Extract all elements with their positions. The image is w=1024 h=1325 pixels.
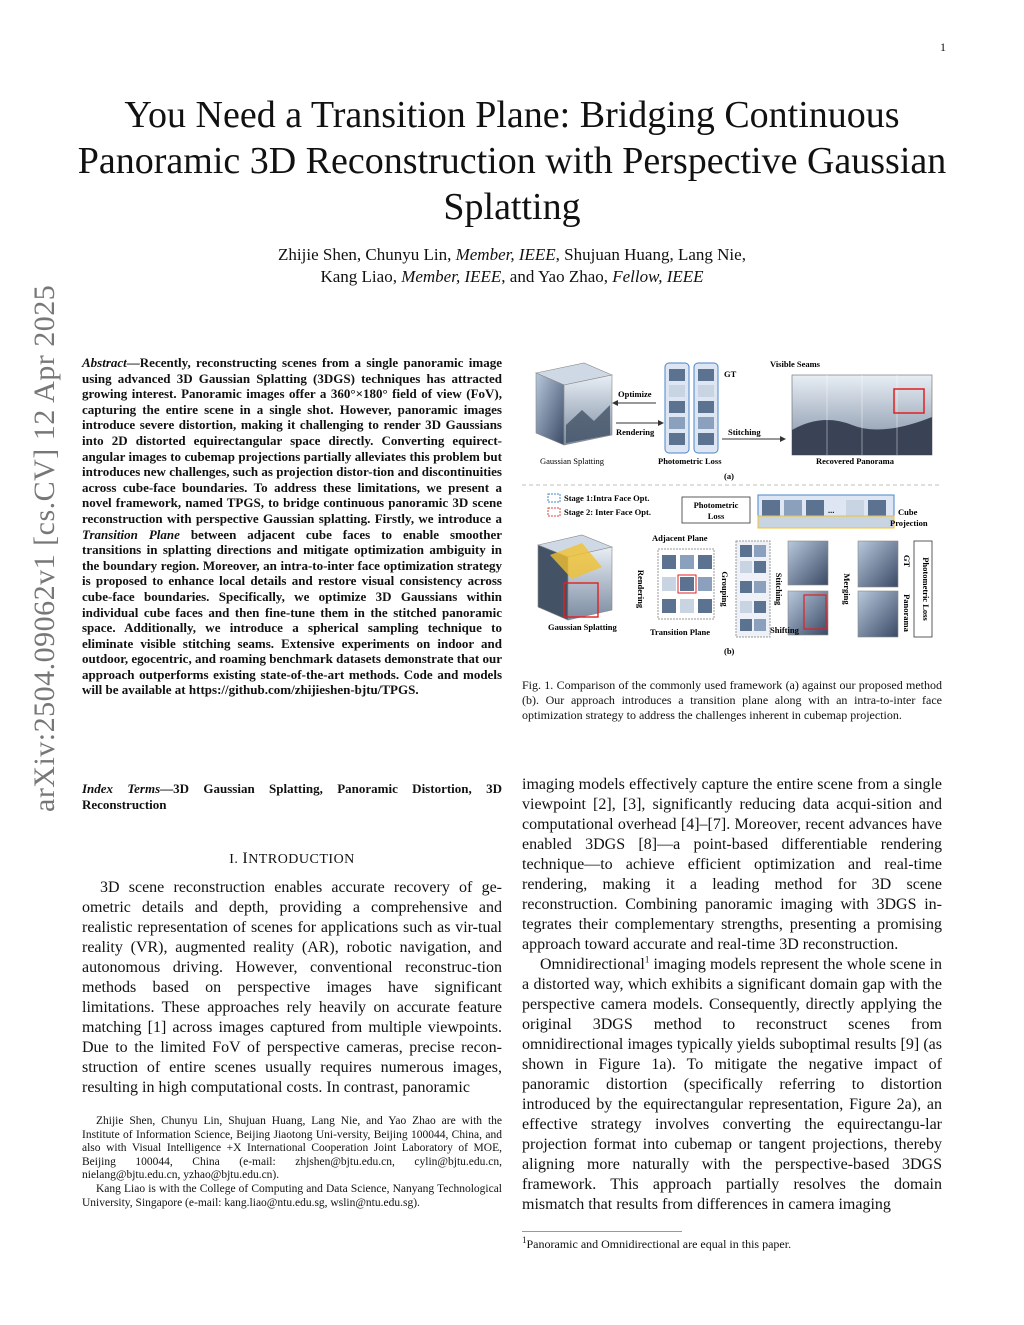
author-affiliation-footnote: Zhijie Shen, Chunyu Lin, Shujuan Huang, Lang Nie, and Yao Zhao are with the Institute of Information Science, Beijing Jiaotong Uni-versity, Beijing 100044, China, and also with Visual Intelligence +X International Cooperation Joint Laboratory of MOE, Beijing 100044, China (e-mail: zhjshen@bjtu.edu.cn, cylin@bjtu.edu.cn, nielang@bjtu.edu.cn, yzhao@bjtu.edu.cn). Kang Liao is with the College of Computing and Data Science, Nanyang Technological University, Singapore (e-mail: kang.liao@ntu.edu.sg, wslin@ntu.edu.sg). [82,1115,502,1209]
merged-panorama-bottom [858,591,898,637]
label-stitching-b: Stitching [774,572,784,606]
label-visible-seams: Visible Seams [770,359,820,369]
label-optimize: Optimize [618,389,652,399]
label-shifting: Shifting [770,625,799,635]
label-photometric-loss-b: Photometric Loss [693,500,739,521]
label-adjacent-plane: Adjacent Plane [652,533,708,543]
label-transition-plane: Transition Plane [650,627,711,637]
paper-title: You Need a Transition Plane: Bridging Continuous Panoramic 3D Reconstruction with Perspective Gaussian Splatting [77,94,947,228]
label-merging: Merging [842,573,852,605]
abstract: Abstract—Recently, reconstructing scenes from a single panoramic image using advanced 3D Gaussian Splatting (3DGS) techniques has attracted growing interest. Panoramic images offer a 360°×180° field of view (FoV), capturing the entire scene in a single shot. However, panoramic images introduce severe distortion, making it challenging to render 3D Gaussians into 2D distorted equirectangular space directly. Converting equirect-angular images to cubemap projections partially alleviates this problem but introduces new challenges, such as projection distor-tion and discontinuities across cube-face boundaries. To address these limitations, we present a novel framework, named TPGS, to bridge continuous panoramic 3D scene reconstruction with perspective Gaussian splatting. Firstly, we introduce a Transition Plane between adjacent cube faces to enable smoother transitions in splatting directions and mitigate optimization ambiguity in the boundary region. Moreover, an intra-to-inter face optimization strategy is proposed to enhance local details and restore visual consistency across cube-face boundaries. Specifically, we optimize 3D Gaussians within individual cube faces and then fine-tune them in the stitched panoramic space. Additionally, we introduce a spherical sampling technique to eliminate visible stitching seams. Extensive experiments on indoor and outdoor, egocentric, and roaming benchmark datasets demonstrate that our approach outperforms existing state-of-the-art methods. Code and models will be available at https://github.com/zhijieshen-bjtu/TPGS. [82,355,502,698]
label-photometric-loss-c: Photometric Loss [921,557,931,621]
label-gt-b: GT [902,554,912,568]
label-tag-b: (b) [724,646,735,656]
label-recovered-panorama: Recovered Panorama [816,456,894,466]
arxiv-stamp: arXiv:2504.09062v1 [cs.CV] 12 Apr 2025 [28,284,61,812]
figure-1 [522,355,942,665]
section-heading: I. INTRODUCTION [229,850,355,867]
label-grouping: Grouping [720,571,730,607]
label-panorama: Panorama [902,594,912,632]
stitching-grid [736,541,770,637]
legend-stage2: Stage 2: Inter Face Opt. [564,507,651,517]
label-gaussian-splatting-b: Gaussian Splatting [548,622,617,632]
footnote-divider [522,1231,682,1232]
label-rendering-a: Rendering [616,427,655,437]
figure-caption: Fig. 1. Comparison of the commonly used framework (a) against our proposed method (b). Our approach introduces a transition plane along with an intra-to-inter face optimization strategy to address the challenges inherent in cubemap projection. [522,678,942,722]
label-rendering-b: Rendering [636,569,646,609]
intro-paragraph-right-1: imaging models effectively capture the entire scene from a single viewpoint [2], [3], significantly reducing data acqui-sition and computational overhead [4]–[7]. Moreover, recent advances have enabled 3DGS [8]—a point-based differentiable rendering technique—to achieve efficient optimization and real-time rendering, making it a leading method for 3D scene reconstruction. Combining panoramic imaging with 3DGS in-tegrates their complementary strengths, presenting a promising approach toward accurate and real-time 3D reconstruction. [522,776,942,953]
cube-b-image [538,535,612,620]
label-tag-a: (a) [724,471,734,481]
index-terms: Index Terms—3D Gaussian Splatting, Panoramic Distortion, 3D Reconstruction [82,781,502,812]
intro-paragraph: 3D scene reconstruction enables accurate recovery of ge-ometric details and depth, providing a comprehensive and realistic representation of scenes for applications such as vir-tual reality (VR), augmented reality (AR), robotic navigation, and autonomous driving. However, conventional reconstruc-tion methods based on perspective images have significant limitations. These approaches rely heavily on accurate feature matching [1] across images captured from multiple viewpoints. Due to the limited FoV of perspective cameras, precise recon-struction of entire scenes usually requires numerous images, resulting in high computational costs. In contrast, panoramic [82,879,502,1096]
label-ellipsis: ... [828,505,835,515]
footnote-panoramic: $^1$Panoramic and Omnidirectional are equal in this paper. [522,1235,792,1251]
label-photometric-loss-a: Photometric Loss [658,456,722,466]
stitched-face-1 [788,541,828,585]
legend-stage1: Stage 1:Intra Face Opt. [564,493,650,503]
page-number: 1 [940,40,946,54]
intro-paragraph-right-2: Omnidirectional$^1$ imaging models represent the whole scene in a distorted way, which exhibits a significant domain gap with the perspective camera models. Consequently, directly applying the original 3DGS method to reconstruct scenes from omnidirectional images typically yields suboptimal results [9] (as shown in Figure 1a). To mitigate the negative impact of panoramic distortion (specifically referring to distortion introduced by the equirectangular representation, Figure 2a), an effective strategy involves converting the equirectangu-lar projection format into cubemap or tangent projections, thereby aligning more naturally with the perspective-based 3DGS framework. This approach partially resolves the domain mismatch that results from differences in camera imaging [522,954,942,1213]
label-stitching-a: Stitching [728,427,761,437]
author-list: Zhijie Shen, Chunyu Lin, Member, IEEE, Shujuan Huang, Lang Nie, Kang Liao, Member, IEEE, and Yao Zhao, Fellow, IEEE [278,245,746,286]
label-gt: GT [724,369,737,379]
cube-a-image [536,363,612,445]
adjacent-plane-grid [658,549,714,619]
label-cube-projection: Cube Projection [890,507,928,528]
right-column-body [522,775,942,1215]
label-gaussian-splatting-a: Gaussian Splatting [540,456,604,466]
merged-panorama-top [858,541,898,587]
